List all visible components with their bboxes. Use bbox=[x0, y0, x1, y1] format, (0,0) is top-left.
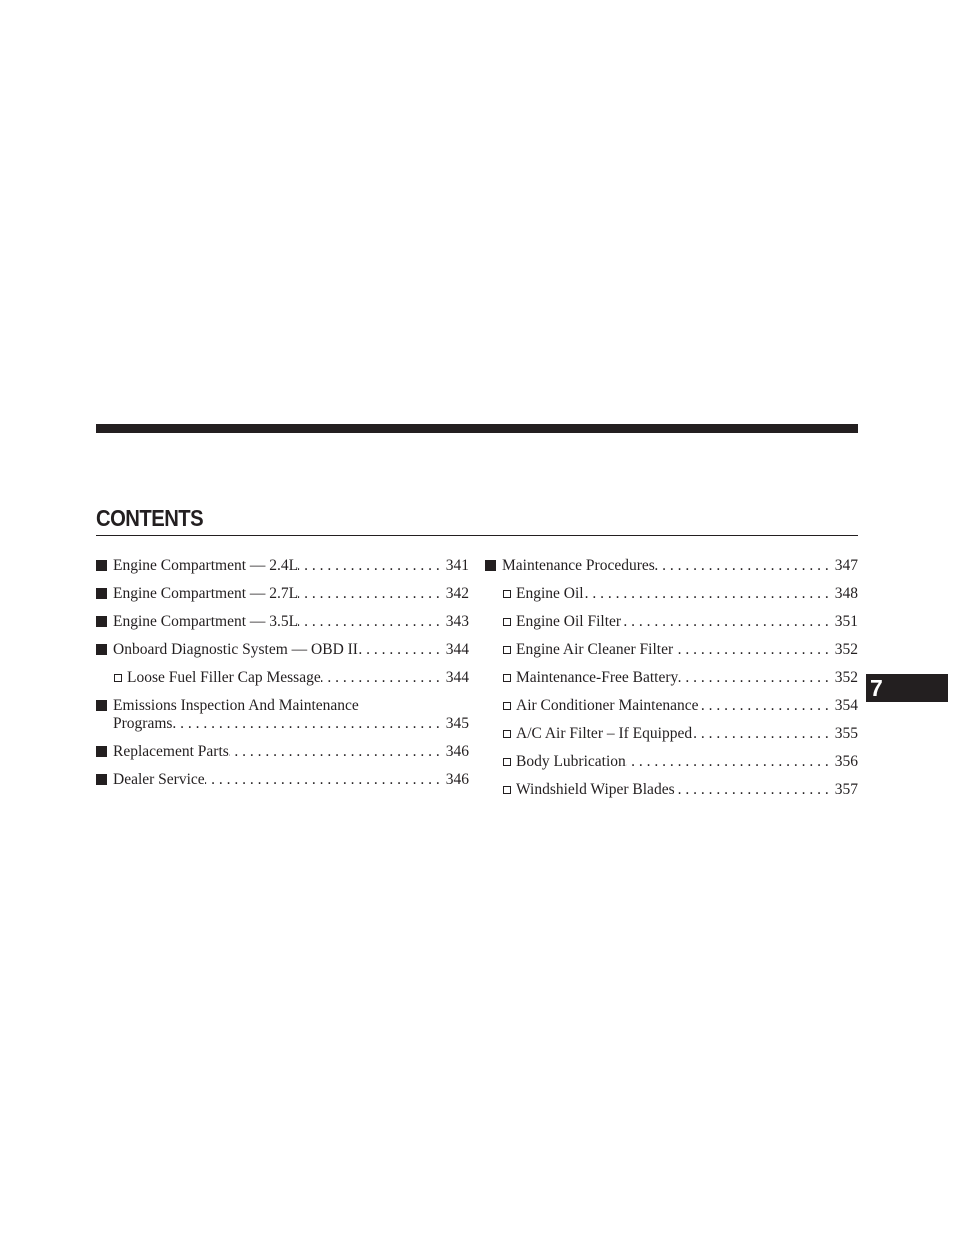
toc-subentry[interactable] bbox=[485, 752, 858, 780]
filled-square-bullet-icon bbox=[96, 616, 107, 627]
toc-entry-line bbox=[516, 640, 858, 660]
dot-leader bbox=[172, 714, 439, 734]
toc-entry-title: Body Lubrication bbox=[516, 753, 626, 770]
contents-heading: CONTENTS bbox=[96, 505, 204, 531]
toc-page-number: 354 bbox=[834, 697, 858, 714]
toc-entry-title: Engine Compartment — 3.5L bbox=[113, 613, 299, 630]
filled-square-bullet-icon bbox=[96, 588, 107, 599]
dot-leader bbox=[298, 556, 440, 576]
filled-square-bullet-icon bbox=[96, 774, 107, 785]
dot-leader bbox=[675, 780, 829, 800]
toc-entry-line bbox=[516, 696, 858, 716]
toc-page-number: 345 bbox=[445, 715, 469, 732]
toc-entry-line bbox=[113, 696, 469, 716]
dot-leader bbox=[229, 742, 440, 762]
hollow-square-bullet-icon bbox=[503, 646, 511, 654]
toc-entry[interactable] bbox=[96, 640, 469, 668]
dot-leader bbox=[298, 612, 440, 632]
toc-page-number: 344 bbox=[445, 669, 469, 686]
toc-page-number: 341 bbox=[445, 557, 469, 574]
toc-entry-title: Onboard Diagnostic System — OBD II bbox=[113, 641, 358, 658]
dot-leader bbox=[699, 696, 829, 716]
toc-entry-line bbox=[113, 612, 469, 632]
toc-subentry[interactable] bbox=[96, 668, 469, 696]
toc-entry-line bbox=[516, 612, 858, 632]
toc-entry-title: A/C Air Filter – If Equipped bbox=[516, 725, 693, 742]
toc-entry-line bbox=[502, 556, 858, 576]
toc-entry-title: Engine Air Cleaner Filter bbox=[516, 641, 674, 658]
chapter-tab[interactable] bbox=[866, 674, 948, 702]
toc-entry-line bbox=[516, 780, 858, 800]
toc-right-column bbox=[485, 556, 858, 808]
toc-entry[interactable] bbox=[96, 742, 469, 770]
toc-page-number: 348 bbox=[834, 585, 858, 602]
toc-entry-line bbox=[127, 668, 469, 688]
toc-entry-line bbox=[113, 742, 469, 762]
heading-rule bbox=[96, 535, 858, 536]
hollow-square-bullet-icon bbox=[503, 590, 511, 598]
toc-page-number: 352 bbox=[834, 641, 858, 658]
chapter-number: 7 bbox=[870, 675, 883, 701]
toc-entry-line bbox=[113, 640, 469, 660]
top-rule bbox=[96, 424, 858, 433]
hollow-square-bullet-icon bbox=[503, 618, 511, 626]
toc-entry[interactable] bbox=[96, 696, 469, 742]
toc-page-number: 352 bbox=[834, 669, 858, 686]
toc-subentry[interactable] bbox=[485, 724, 858, 752]
toc-page-number: 344 bbox=[445, 641, 469, 658]
dot-leader bbox=[655, 556, 829, 576]
toc-page-number: 343 bbox=[445, 613, 469, 630]
toc-entry-line bbox=[113, 584, 469, 604]
hollow-square-bullet-icon bbox=[503, 674, 511, 682]
toc-entry-title: Air Conditioner Maintenance bbox=[516, 697, 699, 714]
toc-entry-title: Engine Compartment — 2.7L bbox=[113, 585, 299, 602]
toc-entry-title: Windshield Wiper Blades bbox=[516, 781, 675, 798]
dot-leader bbox=[678, 668, 829, 688]
toc-subentry[interactable] bbox=[485, 668, 858, 696]
filled-square-bullet-icon bbox=[96, 560, 107, 571]
toc-entry-title: Loose Fuel Filler Cap Message bbox=[127, 669, 321, 686]
toc-page-number: 342 bbox=[445, 585, 469, 602]
toc-entry[interactable] bbox=[485, 556, 858, 584]
toc-entry-title: Maintenance-Free Battery bbox=[516, 669, 679, 686]
hollow-square-bullet-icon bbox=[114, 674, 122, 682]
dot-leader bbox=[584, 584, 829, 604]
dot-leader bbox=[692, 724, 829, 744]
dot-leader bbox=[298, 584, 440, 604]
toc-entry[interactable] bbox=[96, 612, 469, 640]
toc-entry[interactable] bbox=[96, 556, 469, 584]
toc-entry-title: Programs bbox=[113, 715, 173, 732]
dot-leader bbox=[205, 770, 440, 790]
dot-leader bbox=[358, 640, 440, 660]
toc-entry-line bbox=[516, 584, 858, 604]
hollow-square-bullet-icon bbox=[503, 786, 511, 794]
toc-page-number: 346 bbox=[445, 743, 469, 760]
toc-entry[interactable] bbox=[96, 584, 469, 612]
dot-leader bbox=[626, 752, 829, 772]
filled-square-bullet-icon bbox=[96, 700, 107, 711]
filled-square-bullet-icon bbox=[485, 560, 496, 571]
hollow-square-bullet-icon bbox=[503, 758, 511, 766]
toc-entry-line bbox=[516, 724, 858, 744]
filled-square-bullet-icon bbox=[96, 746, 107, 757]
toc-entry-title: Maintenance Procedures bbox=[502, 557, 655, 574]
toc-left-column bbox=[96, 556, 469, 798]
toc-page-number: 346 bbox=[445, 771, 469, 788]
toc-page-number: 347 bbox=[834, 557, 858, 574]
toc-subentry[interactable] bbox=[485, 780, 858, 808]
toc-subentry[interactable] bbox=[485, 584, 858, 612]
toc-entry[interactable] bbox=[96, 770, 469, 798]
toc-subentry[interactable] bbox=[485, 612, 858, 640]
dot-leader bbox=[321, 668, 440, 688]
toc-entry-title: Engine Oil Filter bbox=[516, 613, 622, 630]
toc-entry-title: Engine Compartment — 2.4L bbox=[113, 557, 299, 574]
toc-page-number: 357 bbox=[834, 781, 858, 798]
toc-entry-line bbox=[113, 556, 469, 576]
toc-entry-title: Emissions Inspection And Maintenance bbox=[113, 697, 359, 714]
toc-subentry[interactable] bbox=[485, 640, 858, 668]
dot-leader bbox=[621, 612, 829, 632]
toc-entry-title: Replacement Parts bbox=[113, 743, 229, 760]
toc-entry-line bbox=[113, 714, 469, 734]
filled-square-bullet-icon bbox=[96, 644, 107, 655]
dot-leader bbox=[673, 640, 829, 660]
toc-page-number: 355 bbox=[834, 725, 858, 742]
toc-entry-title: Dealer Service bbox=[113, 771, 205, 788]
toc-entry-title: Engine Oil bbox=[516, 585, 584, 602]
toc-subentry[interactable] bbox=[485, 696, 858, 724]
toc-page-number: 356 bbox=[834, 753, 858, 770]
hollow-square-bullet-icon bbox=[503, 730, 511, 738]
toc-page-number: 351 bbox=[834, 613, 858, 630]
hollow-square-bullet-icon bbox=[503, 702, 511, 710]
toc-entry-line bbox=[516, 668, 858, 688]
toc-entry-line bbox=[516, 752, 858, 772]
toc-entry-line bbox=[113, 770, 469, 790]
